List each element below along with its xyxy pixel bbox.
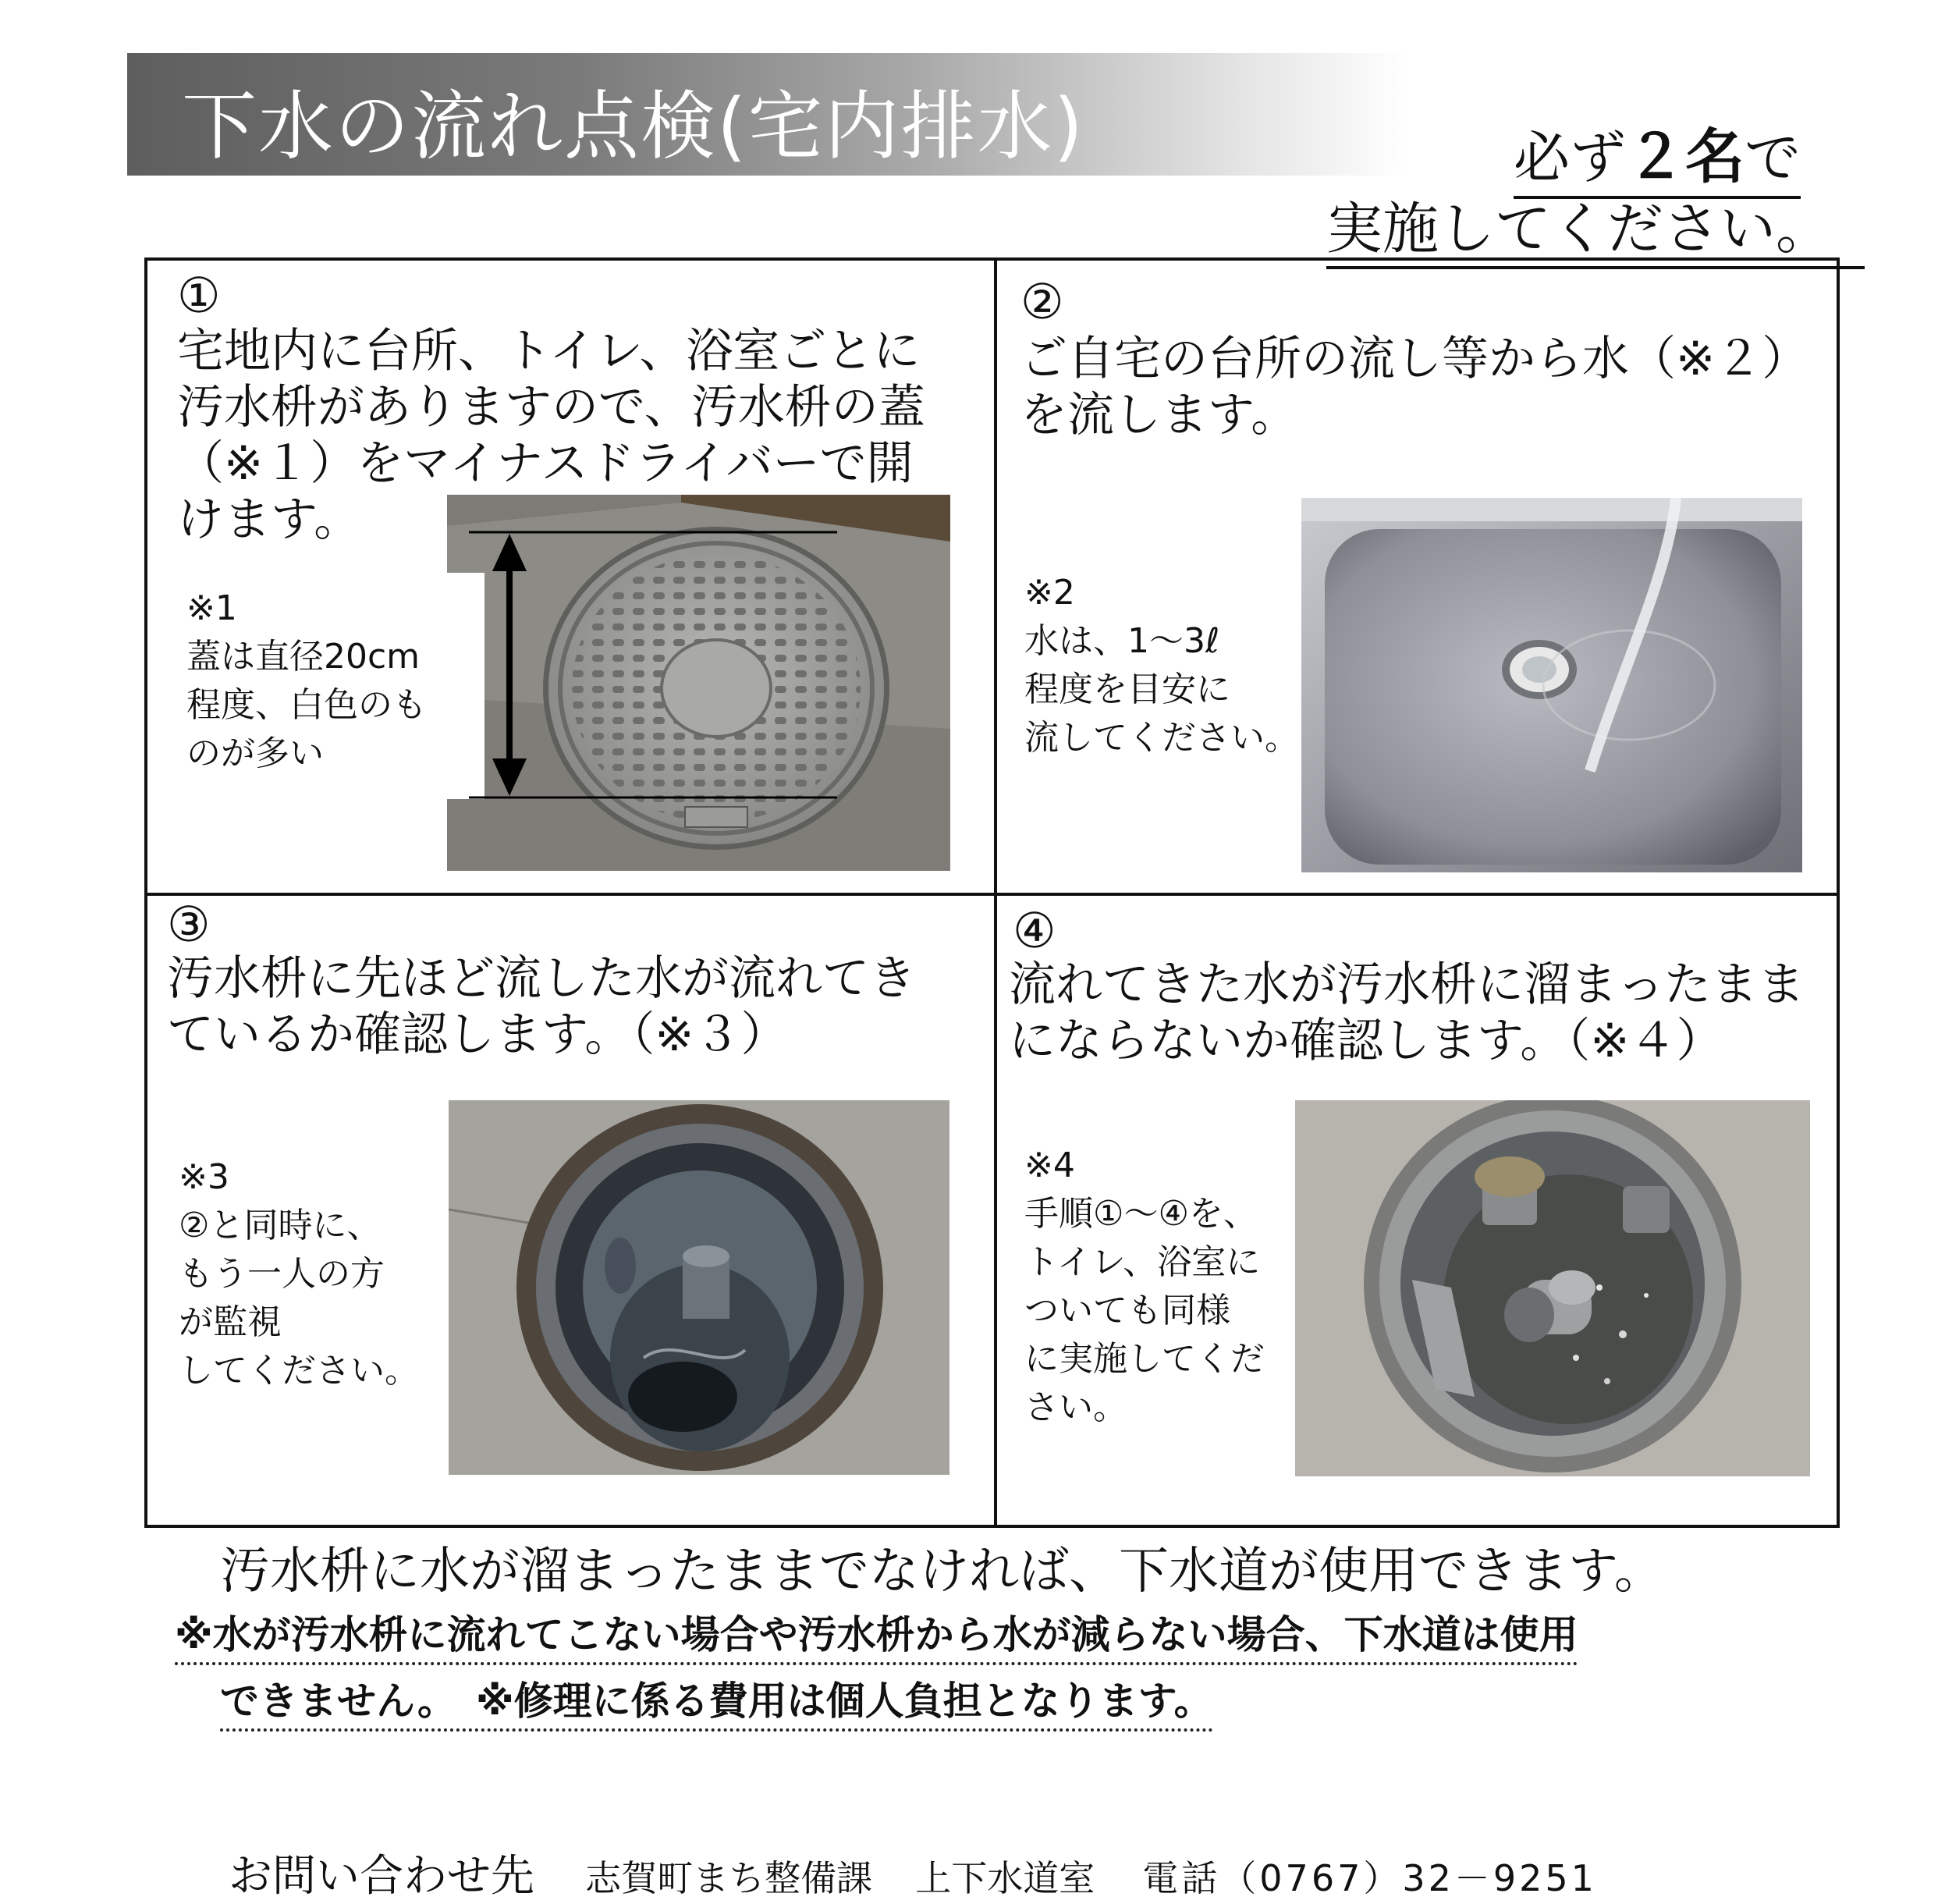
contact-room: 上下水道室 <box>915 1857 1095 1899</box>
page-title: 下水の流れ点検(宅内排水) <box>182 83 1084 170</box>
contact-department: 志賀町まち整備課 <box>585 1857 873 1899</box>
notice-prefix: 必ず <box>1514 125 1627 190</box>
notice-suffix: で <box>1745 125 1801 190</box>
step-3-note: ※3 ②と同時に、 もう一人の方 が監視 してください。 <box>179 1157 419 1391</box>
sink-photo <box>1301 498 1802 872</box>
warning-line-1: ※水が汚水枡に流れてこない場合や汚水枡から水が減らない場合、下水道は使用 <box>175 1604 1578 1665</box>
step-2-number: ② <box>1020 273 1064 330</box>
steps-grid <box>144 258 1840 1528</box>
sewer-basin-outflow-photo <box>1295 1100 1810 1476</box>
usage-ok-message: 汚水枡に水が溜まったままでなければ、下水道が使用できます。 <box>220 1543 1664 1600</box>
notice-line-2: 実施してください。 <box>1326 183 1865 269</box>
warning-line-2: できません。 ※修理に係る費用は個人負担となります。 <box>220 1670 1213 1732</box>
contact-phone: 電話（0767）32－9251 <box>1142 1857 1597 1899</box>
notice-emphasis: ２名 <box>1626 122 1745 191</box>
title-banner <box>127 53 1407 176</box>
step-3-cell <box>147 896 994 1528</box>
step-4-cell <box>997 896 1840 1528</box>
step-4-text: 流れてきた水が汚水枡に溜まったまま にならないか確認します。（※４） <box>1009 957 1805 1068</box>
step-1-cell <box>147 261 994 893</box>
step-3-number: ③ <box>167 896 211 953</box>
contact-info <box>229 1842 1597 1904</box>
step-2-text: ご自宅の台所の流し等から水（※２） を流します。 <box>1020 332 1809 442</box>
sewer-basin-photo <box>449 1100 949 1475</box>
step-3-text: 汚水枡に先ほど流した水が流れてき ているか確認します。（※３） <box>167 951 916 1062</box>
step-1-text: 宅地内に台所、トイレ、浴室ごとに 汚水枡がありますので、汚水枡の蓋 （※１）をマイナスドライバーで開 けます。 <box>177 324 925 547</box>
contact-label: お問い合わせ先 <box>229 1851 534 1902</box>
step-4-note: ※4 手順①～④を、 トイレ、浴室に ついても同様 に実施してくだ さい。 <box>1024 1146 1265 1427</box>
step-4-number: ④ <box>1013 902 1056 959</box>
step-1-note: ※1 蓋は直径20cm 程度、白色のも のが多い <box>186 588 427 773</box>
step-1-number: ① <box>177 267 221 324</box>
step-2-cell <box>997 261 1840 893</box>
manhole-cover-photo <box>447 495 950 871</box>
step-2-note: ※2 水は、1～3ℓ 程度を目安に 流してください。 <box>1024 573 1299 758</box>
